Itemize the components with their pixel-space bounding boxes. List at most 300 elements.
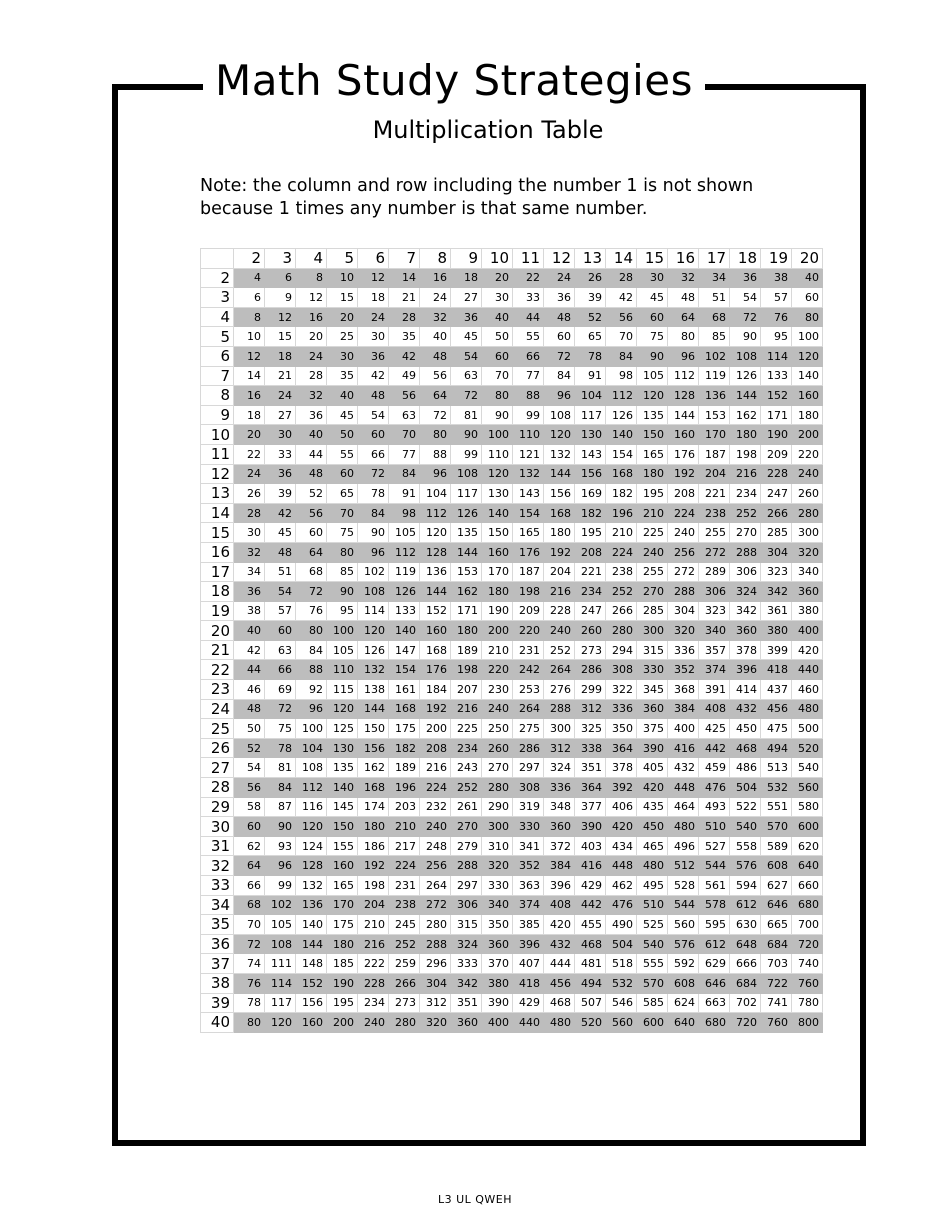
product-cell: 608 xyxy=(761,856,792,876)
table-row xyxy=(201,386,823,406)
product-cell: 185 xyxy=(327,954,358,974)
column-header: 10 xyxy=(482,249,513,269)
product-cell: 222 xyxy=(358,954,389,974)
product-cell: 189 xyxy=(389,758,420,778)
product-cell: 70 xyxy=(327,503,358,523)
product-cell: 68 xyxy=(234,895,265,915)
product-cell: 225 xyxy=(637,523,668,543)
product-cell: 132 xyxy=(296,876,327,896)
product-cell: 480 xyxy=(637,856,668,876)
product-cell: 196 xyxy=(606,503,637,523)
product-cell: 384 xyxy=(544,856,575,876)
product-cell: 10 xyxy=(234,327,265,347)
product-cell: 306 xyxy=(699,582,730,602)
product-cell: 364 xyxy=(606,738,637,758)
product-cell: 100 xyxy=(296,719,327,739)
table-row xyxy=(201,307,823,327)
column-header: 4 xyxy=(296,249,327,269)
product-cell: 315 xyxy=(451,915,482,935)
product-cell: 190 xyxy=(761,425,792,445)
product-cell: 65 xyxy=(327,484,358,504)
product-cell: 374 xyxy=(699,660,730,680)
row-header: 38 xyxy=(201,973,234,993)
product-cell: 171 xyxy=(761,405,792,425)
product-cell: 630 xyxy=(730,915,761,935)
product-cell: 126 xyxy=(389,582,420,602)
product-cell: 30 xyxy=(482,288,513,308)
product-cell: 200 xyxy=(482,621,513,641)
product-cell: 30 xyxy=(358,327,389,347)
product-cell: 416 xyxy=(668,738,699,758)
product-cell: 130 xyxy=(482,484,513,504)
product-cell: 224 xyxy=(420,778,451,798)
product-cell: 180 xyxy=(730,425,761,445)
product-cell: 232 xyxy=(420,797,451,817)
product-cell: 140 xyxy=(327,778,358,798)
product-cell: 96 xyxy=(668,346,699,366)
product-cell: 33 xyxy=(513,288,544,308)
table-row xyxy=(201,542,823,562)
column-header: 19 xyxy=(761,249,792,269)
product-cell: 544 xyxy=(699,856,730,876)
product-cell: 420 xyxy=(606,817,637,837)
product-cell: 6 xyxy=(234,288,265,308)
product-cell: 416 xyxy=(575,856,606,876)
product-cell: 120 xyxy=(265,1013,296,1033)
product-cell: 96 xyxy=(544,386,575,406)
product-cell: 154 xyxy=(389,660,420,680)
product-cell: 208 xyxy=(668,484,699,504)
column-header: 7 xyxy=(389,249,420,269)
product-cell: 342 xyxy=(730,601,761,621)
product-cell: 42 xyxy=(234,640,265,660)
table-row xyxy=(201,444,823,464)
product-cell: 612 xyxy=(699,934,730,954)
product-cell: 300 xyxy=(792,523,823,543)
product-cell: 665 xyxy=(761,915,792,935)
product-cell: 299 xyxy=(575,680,606,700)
product-cell: 75 xyxy=(637,327,668,347)
table-row xyxy=(201,484,823,504)
product-cell: 234 xyxy=(730,484,761,504)
product-cell: 105 xyxy=(389,523,420,543)
product-cell: 285 xyxy=(761,523,792,543)
product-cell: 88 xyxy=(296,660,327,680)
product-cell: 204 xyxy=(699,464,730,484)
product-cell: 72 xyxy=(234,934,265,954)
product-cell: 190 xyxy=(482,601,513,621)
product-cell: 14 xyxy=(389,268,420,288)
product-cell: 273 xyxy=(389,993,420,1013)
product-cell: 231 xyxy=(513,640,544,660)
product-cell: 74 xyxy=(234,954,265,974)
product-cell: 429 xyxy=(575,876,606,896)
table-row xyxy=(201,738,823,758)
product-cell: 66 xyxy=(265,660,296,680)
product-cell: 102 xyxy=(265,895,296,915)
product-cell: 72 xyxy=(730,307,761,327)
product-cell: 108 xyxy=(730,346,761,366)
product-cell: 24 xyxy=(420,288,451,308)
product-cell: 270 xyxy=(730,523,761,543)
product-cell: 110 xyxy=(482,444,513,464)
page-title: Math Study Strategies xyxy=(203,52,705,110)
product-cell: 660 xyxy=(792,876,823,896)
product-cell: 195 xyxy=(637,484,668,504)
product-cell: 160 xyxy=(420,621,451,641)
product-cell: 38 xyxy=(234,601,265,621)
product-cell: 240 xyxy=(482,699,513,719)
product-cell: 341 xyxy=(513,836,544,856)
column-header: 13 xyxy=(575,249,606,269)
product-cell: 98 xyxy=(389,503,420,523)
product-cell: 510 xyxy=(637,895,668,915)
product-cell: 372 xyxy=(544,836,575,856)
product-cell: 78 xyxy=(575,346,606,366)
product-cell: 456 xyxy=(761,699,792,719)
product-cell: 99 xyxy=(451,444,482,464)
product-cell: 46 xyxy=(234,680,265,700)
product-cell: 52 xyxy=(575,307,606,327)
product-cell: 168 xyxy=(358,778,389,798)
product-cell: 180 xyxy=(544,523,575,543)
product-cell: 85 xyxy=(699,327,730,347)
product-cell: 377 xyxy=(575,797,606,817)
product-cell: 160 xyxy=(668,425,699,445)
product-cell: 143 xyxy=(575,444,606,464)
product-cell: 18 xyxy=(358,288,389,308)
product-cell: 390 xyxy=(575,817,606,837)
product-cell: 238 xyxy=(699,503,730,523)
product-cell: 22 xyxy=(234,444,265,464)
product-cell: 140 xyxy=(792,366,823,386)
product-cell: 495 xyxy=(637,876,668,896)
product-cell: 182 xyxy=(606,484,637,504)
product-cell: 780 xyxy=(792,993,823,1013)
product-cell: 252 xyxy=(606,582,637,602)
product-cell: 60 xyxy=(265,621,296,641)
product-cell: 55 xyxy=(513,327,544,347)
product-cell: 90 xyxy=(637,346,668,366)
row-header: 25 xyxy=(201,719,234,739)
product-cell: 72 xyxy=(265,699,296,719)
product-cell: 384 xyxy=(668,699,699,719)
product-cell: 84 xyxy=(544,366,575,386)
product-cell: 308 xyxy=(513,778,544,798)
product-cell: 108 xyxy=(451,464,482,484)
product-cell: 290 xyxy=(482,797,513,817)
row-header: 20 xyxy=(201,621,234,641)
table-row xyxy=(201,621,823,641)
product-cell: 168 xyxy=(544,503,575,523)
product-cell: 210 xyxy=(606,523,637,543)
product-cell: 143 xyxy=(513,484,544,504)
product-cell: 136 xyxy=(699,386,730,406)
product-cell: 270 xyxy=(637,582,668,602)
product-cell: 264 xyxy=(420,876,451,896)
product-cell: 180 xyxy=(451,621,482,641)
product-cell: 320 xyxy=(792,542,823,562)
product-cell: 175 xyxy=(327,915,358,935)
row-header: 4 xyxy=(201,307,234,327)
product-cell: 108 xyxy=(265,934,296,954)
product-cell: 10 xyxy=(327,268,358,288)
row-header: 23 xyxy=(201,680,234,700)
product-cell: 270 xyxy=(451,817,482,837)
product-cell: 312 xyxy=(544,738,575,758)
product-cell: 198 xyxy=(730,444,761,464)
product-cell: 75 xyxy=(327,523,358,543)
product-cell: 310 xyxy=(482,836,513,856)
product-cell: 26 xyxy=(234,484,265,504)
product-cell: 240 xyxy=(792,464,823,484)
product-cell: 32 xyxy=(420,307,451,327)
product-cell: 425 xyxy=(699,719,730,739)
product-cell: 234 xyxy=(358,993,389,1013)
product-cell: 125 xyxy=(327,719,358,739)
product-cell: 527 xyxy=(699,836,730,856)
product-cell: 408 xyxy=(699,699,730,719)
product-cell: 459 xyxy=(699,758,730,778)
product-cell: 144 xyxy=(296,934,327,954)
product-cell: 279 xyxy=(451,836,482,856)
product-cell: 210 xyxy=(389,817,420,837)
footer-text: L3 UL QWEH xyxy=(437,1193,513,1206)
product-cell: 418 xyxy=(761,660,792,680)
product-cell: 434 xyxy=(606,836,637,856)
product-cell: 493 xyxy=(699,797,730,817)
product-cell: 252 xyxy=(544,640,575,660)
product-cell: 39 xyxy=(265,484,296,504)
product-cell: 66 xyxy=(234,876,265,896)
product-cell: 589 xyxy=(761,836,792,856)
product-cell: 722 xyxy=(761,973,792,993)
product-cell: 230 xyxy=(482,680,513,700)
product-cell: 406 xyxy=(606,797,637,817)
product-cell: 36 xyxy=(234,582,265,602)
multiplication-table xyxy=(200,248,823,1033)
product-cell: 187 xyxy=(699,444,730,464)
product-cell: 300 xyxy=(544,719,575,739)
product-cell: 518 xyxy=(606,954,637,974)
product-cell: 68 xyxy=(296,562,327,582)
product-cell: 70 xyxy=(389,425,420,445)
product-cell: 114 xyxy=(358,601,389,621)
product-cell: 648 xyxy=(730,934,761,954)
table-row xyxy=(201,562,823,582)
product-cell: 140 xyxy=(389,621,420,641)
column-header: 11 xyxy=(513,249,544,269)
product-cell: 45 xyxy=(451,327,482,347)
row-header: 2 xyxy=(201,268,234,288)
product-cell: 324 xyxy=(451,934,482,954)
product-cell: 78 xyxy=(358,484,389,504)
product-cell: 62 xyxy=(234,836,265,856)
product-cell: 120 xyxy=(358,621,389,641)
product-cell: 216 xyxy=(544,582,575,602)
product-cell: 248 xyxy=(420,836,451,856)
product-cell: 34 xyxy=(234,562,265,582)
product-cell: 560 xyxy=(792,778,823,798)
product-cell: 76 xyxy=(761,307,792,327)
product-cell: 42 xyxy=(389,346,420,366)
product-cell: 256 xyxy=(420,856,451,876)
product-cell: 165 xyxy=(637,444,668,464)
product-cell: 75 xyxy=(265,719,296,739)
product-cell: 216 xyxy=(730,464,761,484)
product-cell: 80 xyxy=(327,542,358,562)
product-cell: 99 xyxy=(265,876,296,896)
product-cell: 60 xyxy=(234,817,265,837)
product-cell: 208 xyxy=(575,542,606,562)
product-cell: 476 xyxy=(699,778,730,798)
product-cell: 60 xyxy=(482,346,513,366)
product-cell: 90 xyxy=(451,425,482,445)
product-cell: 8 xyxy=(296,268,327,288)
product-cell: 437 xyxy=(761,680,792,700)
product-cell: 120 xyxy=(792,346,823,366)
product-cell: 228 xyxy=(544,601,575,621)
product-cell: 40 xyxy=(296,425,327,445)
product-cell: 40 xyxy=(327,386,358,406)
table-row xyxy=(201,346,823,366)
column-header: 12 xyxy=(544,249,575,269)
product-cell: 36 xyxy=(451,307,482,327)
product-cell: 364 xyxy=(575,778,606,798)
product-cell: 391 xyxy=(699,680,730,700)
product-cell: 720 xyxy=(792,934,823,954)
product-cell: 36 xyxy=(730,268,761,288)
product-cell: 555 xyxy=(637,954,668,974)
product-cell: 56 xyxy=(296,503,327,523)
product-cell: 570 xyxy=(761,817,792,837)
product-cell: 80 xyxy=(482,386,513,406)
product-cell: 140 xyxy=(296,915,327,935)
product-cell: 104 xyxy=(296,738,327,758)
product-cell: 243 xyxy=(451,758,482,778)
product-cell: 420 xyxy=(792,640,823,660)
product-cell: 60 xyxy=(792,288,823,308)
table-row xyxy=(201,817,823,837)
table-row xyxy=(201,993,823,1013)
product-cell: 418 xyxy=(513,973,544,993)
product-cell: 468 xyxy=(730,738,761,758)
product-cell: 629 xyxy=(699,954,730,974)
product-cell: 136 xyxy=(296,895,327,915)
product-cell: 112 xyxy=(606,386,637,406)
product-cell: 560 xyxy=(606,1013,637,1033)
product-cell: 152 xyxy=(420,601,451,621)
column-header: 15 xyxy=(637,249,668,269)
product-cell: 152 xyxy=(761,386,792,406)
product-cell: 195 xyxy=(327,993,358,1013)
product-cell: 496 xyxy=(668,836,699,856)
product-cell: 49 xyxy=(389,366,420,386)
product-cell: 540 xyxy=(637,934,668,954)
product-cell: 204 xyxy=(544,562,575,582)
product-cell: 330 xyxy=(513,817,544,837)
product-cell: 72 xyxy=(451,386,482,406)
product-cell: 192 xyxy=(420,699,451,719)
product-cell: 240 xyxy=(420,817,451,837)
product-cell: 378 xyxy=(730,640,761,660)
product-cell: 162 xyxy=(358,758,389,778)
product-cell: 700 xyxy=(792,915,823,935)
product-cell: 36 xyxy=(265,464,296,484)
table-row xyxy=(201,523,823,543)
product-cell: 272 xyxy=(699,542,730,562)
product-cell: 350 xyxy=(482,915,513,935)
product-cell: 192 xyxy=(544,542,575,562)
product-cell: 217 xyxy=(389,836,420,856)
product-cell: 442 xyxy=(575,895,606,915)
product-cell: 448 xyxy=(606,856,637,876)
product-cell: 273 xyxy=(575,640,606,660)
product-cell: 216 xyxy=(358,934,389,954)
product-cell: 28 xyxy=(606,268,637,288)
product-cell: 42 xyxy=(606,288,637,308)
product-cell: 18 xyxy=(451,268,482,288)
product-cell: 280 xyxy=(792,503,823,523)
product-cell: 561 xyxy=(699,876,730,896)
product-cell: 48 xyxy=(420,346,451,366)
product-cell: 78 xyxy=(234,993,265,1013)
product-cell: 275 xyxy=(513,719,544,739)
product-cell: 112 xyxy=(296,778,327,798)
product-cell: 108 xyxy=(296,758,327,778)
product-cell: 117 xyxy=(575,405,606,425)
product-cell: 180 xyxy=(358,817,389,837)
product-cell: 40 xyxy=(420,327,451,347)
product-cell: 102 xyxy=(358,562,389,582)
product-cell: 252 xyxy=(730,503,761,523)
product-cell: 108 xyxy=(544,405,575,425)
row-header: 28 xyxy=(201,778,234,798)
product-cell: 390 xyxy=(482,993,513,1013)
product-cell: 203 xyxy=(389,797,420,817)
product-cell: 126 xyxy=(606,405,637,425)
product-cell: 320 xyxy=(482,856,513,876)
row-header: 13 xyxy=(201,484,234,504)
table-row xyxy=(201,876,823,896)
product-cell: 80 xyxy=(420,425,451,445)
product-cell: 360 xyxy=(730,621,761,641)
row-header: 17 xyxy=(201,562,234,582)
product-cell: 592 xyxy=(668,954,699,974)
product-cell: 272 xyxy=(420,895,451,915)
product-cell: 396 xyxy=(730,660,761,680)
product-cell: 22 xyxy=(513,268,544,288)
product-cell: 54 xyxy=(451,346,482,366)
row-header: 7 xyxy=(201,366,234,386)
product-cell: 286 xyxy=(575,660,606,680)
product-cell: 51 xyxy=(699,288,730,308)
product-cell: 58 xyxy=(234,797,265,817)
product-cell: 102 xyxy=(699,346,730,366)
product-cell: 100 xyxy=(792,327,823,347)
product-cell: 16 xyxy=(420,268,451,288)
product-cell: 242 xyxy=(513,660,544,680)
product-cell: 36 xyxy=(544,288,575,308)
product-cell: 50 xyxy=(482,327,513,347)
product-cell: 80 xyxy=(668,327,699,347)
product-cell: 80 xyxy=(296,621,327,641)
product-cell: 30 xyxy=(637,268,668,288)
product-cell: 12 xyxy=(265,307,296,327)
column-header: 3 xyxy=(265,249,296,269)
product-cell: 78 xyxy=(265,738,296,758)
product-cell: 176 xyxy=(513,542,544,562)
